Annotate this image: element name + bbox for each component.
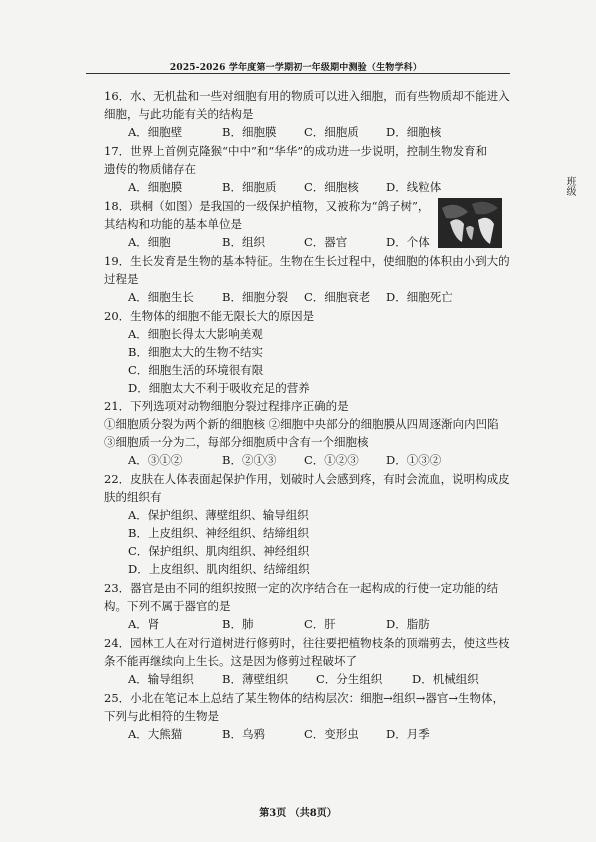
q16-option-d: D．细胞核 [386,125,442,139]
q17-option-c: C．细胞核 [304,180,359,194]
q22-option-c: C．保护组织、肌肉组织、神经组织 [128,544,310,558]
q16-option-a: A．细胞壁 [128,125,183,139]
q23-option-b: B．肺 [222,617,254,631]
q16-option-c: C．细胞质 [304,125,359,139]
q25-option-d: D．月季 [386,727,430,741]
q25-option-c: C．变形虫 [304,727,359,741]
q21-option-c: C．①②③ [304,453,359,467]
page-header: 2025-2026 学年度第一学期初一年级期中测验（生物学科） [169,63,423,73]
q18-stem-line2: 其结构和功能的基本单位是 [104,217,242,231]
q19-option-c: C．细胞衰老 [304,290,371,304]
q23-stem-line2: 构。下列不属于器官的是 [104,599,231,613]
q17-stem-line2: 遗传的物质储存在 [104,162,196,176]
q19-stem-line1: 19．生长发育是生物的基本特征。生物在生长过程中，使细胞的体积由小到大的 [104,254,510,268]
q24-option-d: D．机械组织 [412,672,479,686]
q24-option-a: A．输导组织 [128,672,194,686]
q17-option-d: D．线粒体 [386,180,442,194]
q20-option-d: D．细胞太大不利于吸收充足的营养 [128,381,310,395]
q18-option-b: B．组织 [222,235,265,249]
q20-option-a: A．细胞长得太大影响美观 [128,327,263,341]
q18-option-a: A．细胞 [128,235,171,249]
q16-stem-line1: 16．水、无机盐和一些对细胞有用的物质可以进入细胞，而有些物质却不能进入 [104,89,510,103]
q18-option-c: C．器官 [304,235,348,249]
q20-stem: 20．生物体的细胞不能无限长大的原因是 [104,309,315,323]
q23-option-c: C．肝 [304,617,336,631]
q23-option-a: A．肾 [128,617,160,631]
q21-stem-line1: 21．下列选项对动物细胞分裂过程排序正确的是 [104,399,349,413]
q22-stem-line2: 肤的组织有 [104,490,162,504]
q22-stem-line1: 22．皮肤在人体表面起保护作用，划破时人会感到疼，有时会流血，说明构成皮 [104,472,510,486]
header-rule [86,73,510,74]
q24-option-b: B．薄壁组织 [222,672,288,686]
q16-stem-line2: 细胞，与此功能有关的结构是 [104,107,254,121]
q25-stem-line1: 25．小北在笔记本上总结了某生物体的结构层次：细胞→组织→器官→生物体， [104,691,505,705]
page-footer: 第3页 （共8页） [259,808,337,819]
q21-stem-line3: ③细胞质一分为二，每部分细胞质中含有一个细胞核 [104,435,369,449]
q23-stem-line1: 23．器官是由不同的组织按照一定的次序结合在一起构成的行使一定功能的结 [104,581,499,595]
q24-option-c: C．分生组织 [316,672,383,686]
q25-option-b: B．乌鸦 [222,727,265,741]
q17-stem-line1: 17．世界上首例克隆猴“中中”和“华华”的成功进一步说明，控制生物发育和 [104,144,488,158]
q19-stem-line2: 过程是 [104,272,139,286]
q22-option-a: A．保护组织、薄壁组织、输导组织 [128,508,309,522]
q20-option-c: C．细胞生活的环境很有限 [128,363,264,377]
q17-option-b: B．细胞质 [222,180,277,194]
q22-option-d: D．上皮组织、肌肉组织、结缔组织 [128,562,310,576]
q22-option-b: B．上皮组织、神经组织、结缔组织 [128,526,309,540]
q25-option-a: A．大熊猫 [128,727,183,741]
q24-stem-line2: 条不能再继续向上生长。这是因为修剪过程破坏了 [104,654,357,668]
q16-option-b: B．细胞膜 [222,125,277,139]
q25-stem-line2: 下列与此相符的生物是 [104,709,219,723]
dove-tree-photo [438,198,502,248]
q19-option-a: A．细胞生长 [128,290,194,304]
q24-stem-line1: 24．园林工人在对行道树进行修剪时，往往要把植物枝条的顶端剪去，使这些枝 [104,636,510,650]
q21-option-b: B．②①③ [222,453,277,467]
q21-stem-line2: ①细胞质分裂为两个新的细胞核 ②细胞中央部分的细胞膜从四周逐渐向内凹陷 [104,417,499,431]
q19-option-b: B．细胞分裂 [222,290,288,304]
q20-option-b: B．细胞太大的生物不结实 [128,345,263,359]
margin-handwriting: 班级 [564,176,575,196]
q17-option-a: A．细胞膜 [128,180,183,194]
q21-option-d: D．①③② [386,453,442,467]
q18-option-d: D．个体 [386,235,430,249]
q18-stem-line1: 18．珙桐（如图）是我国的一级保护植物，又被称为“鸽子树”， [104,199,430,213]
q23-option-d: D．脂肪 [386,617,430,631]
q21-option-a: A．③①② [128,453,183,467]
q19-option-d: D．细胞死亡 [386,290,453,304]
